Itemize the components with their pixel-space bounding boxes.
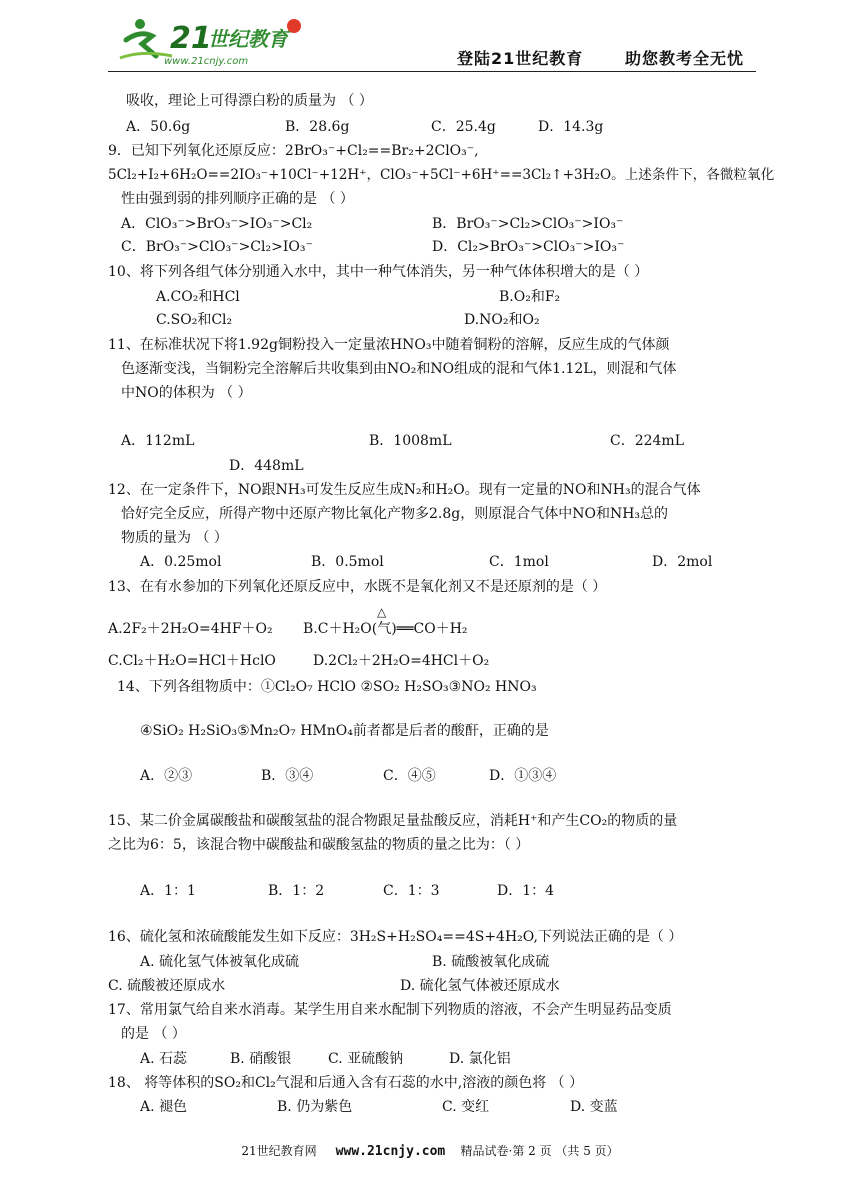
q9-stem-line3: 性由强到弱的排列顺序正确的是 （ ） [121,191,354,207]
svg-text:世纪教育: 世纪教育 [208,27,288,51]
q18-option-c: C. 变红 [442,1099,490,1115]
q11-option-d: D．448mL [229,458,304,474]
q14-stem-line1: 14、下列各组物质中：①Cl₂O₇ HClO ②SO₂ H₂SO₃③NO₂ HNO₃ [117,679,537,695]
page-footer [0,1142,860,1159]
q12-stem-line3: 物质的量为 （ ） [121,530,228,546]
q18-stem: 18、 将等体积的SO₂和Cl₂气混和后通入含有石蕊的水中,溶液的颜色将 （ ） [108,1075,584,1091]
q15-option-c: C．1：3 [383,883,440,899]
q13-option-d: D.2Cl₂＋2H₂O=4HCl＋O₂ [313,653,490,669]
header-slogan-right: 助您教考全无忧 [625,49,745,68]
q9-stem-line2: 5Cl₂+I₂+6H₂O==2IO₃⁻+10Cl⁻+12H⁺，ClO₃⁻+5Cl⁻+6H⁺==3Cl₂↑+3H₂O。上述条件下，各微粒氧化 [108,167,775,183]
q13-option-b: B.C＋H₂O(气)══CO＋H₂ [303,621,468,637]
q18-option-d: D. 变蓝 [570,1099,618,1115]
q9-option-b: B．BrO₃⁻>Cl₂>ClO₃⁻>IO₃⁻ [432,216,624,232]
q16-stem: 16、硫化氢和浓硫酸能发生如下反应：3H₂S+H₂SO₄==4S+4H₂O,下列说法正确的是（ ） [108,929,683,945]
q12-option-b: B．0.5mol [311,554,384,570]
q17-option-b: B. 硝酸银 [230,1051,292,1067]
q17-option-c: C. 亚硫酸钠 [328,1051,404,1067]
q17-stem-line2: 的是 （ ） [121,1026,186,1042]
q8-option-a: A．50.6g [126,119,191,135]
q8-option-d: D．14.3g [538,119,604,135]
q13-option-a: A.2F₂＋2H₂O=4HF＋O₂ [108,621,273,637]
q12-stem-line2: 恰好完全反应，所得产物中还原产物比氧化产物多2.8g，则原混合气体中NO和NH₃总的 [121,506,669,522]
footer-site-name: 21世纪教育网 [241,1144,317,1158]
q10-stem: 10、将下列各组气体分别通入水中，其中一种气体消失，另一种气体体积增大的是（ ） [108,264,649,280]
q15-option-d: D．1：4 [497,883,555,899]
q10-option-d: D.NO₂和O₂ [464,312,540,328]
q8-stem: 吸收，理论上可得漂白粉的质量为 （ ） [126,93,373,109]
q14-stem-line2: ④SiO₂ H₂SiO₃⑤Mn₂O₇ HMnO₄前者都是后者的酸酐，正确的是 [140,723,549,739]
q13-option-c: C.Cl₂＋H₂O=HCl＋HclO [108,653,276,669]
q12-option-d: D．2mol [652,554,713,570]
q16-option-d: D. 硫化氢气体被还原成水 [400,978,560,994]
q9-stem-line1: 9．已知下列氧化还原反应：2BrO₃⁻+Cl₂==Br₂+2ClO₃⁻, [108,143,479,159]
q11-stem-line1: 11、在标准状况下将1.92g铜粉投入一定量浓HNO₃中随着铜粉的溶解，反应生成的气体颜 [108,337,670,353]
q18-option-a: A. 褪色 [140,1099,188,1115]
svg-text:21: 21 [170,21,212,56]
header-divider [108,71,756,72]
q11-stem-line3: 中NO的体积为 （ ） [121,385,252,401]
footer-page-info: 精品试卷·第 2 页 （共 5 页） [460,1144,619,1158]
svg-text:www.21cnjy.com: www.21cnjy.com [164,56,249,67]
q14-option-d: D．①③④ [489,768,557,784]
header-slogan-left: 登陆21世纪教育 [457,49,584,68]
q17-option-d: D. 氯化铝 [449,1051,511,1067]
q11-stem-line2: 色逐渐变浅，当铜粉完全溶解后共收集到由NO₂和NO组成的混和气体1.12L，则混和气体 [121,361,677,377]
q15-stem-line1: 15、某二价金属碳酸盐和碳酸氢盐的混合物跟足量盐酸反应，消耗H⁺和产生CO₂的物质的量 [108,813,678,829]
q14-option-b: B．③④ [261,768,314,784]
q17-option-a: A. 石蕊 [140,1051,188,1067]
q12-option-c: C．1mol [489,554,549,570]
q16-option-a: A. 硫化氢气体被氧化成硫 [140,954,300,970]
q9-option-a: A．ClO₃⁻>BrO₃⁻>IO₃⁻>Cl₂ [121,216,313,232]
footer-url[interactable]: www.21cnjy.com [335,1144,446,1159]
q8-option-b: B．28.6g [285,119,350,135]
q9-option-d: D．Cl₂>BrO₃⁻>ClO₃⁻>IO₃⁻ [432,239,625,255]
q9-option-c: C．BrO₃⁻>ClO₃⁻>Cl₂>IO₃⁻ [121,239,313,255]
q11-option-b: B．1008mL [369,433,452,449]
q12-option-a: A．0.25mol [140,554,222,570]
q10-option-a: A.CO₂和HCl [156,289,240,305]
q18-option-b: B. 仍为紫色 [277,1099,353,1115]
q10-option-b: B.O₂和F₂ [499,289,561,305]
q13-heat-symbol: △ [377,605,387,619]
q10-option-c: C.SO₂和Cl₂ [156,312,233,328]
q8-option-c: C．25.4g [431,119,496,135]
q16-option-c: C. 硫酸被还原成水 [108,978,226,994]
q15-option-a: A．1：1 [140,883,196,899]
q16-option-b: B. 硫酸被氧化成硫 [432,954,550,970]
q11-option-a: A．112mL [121,433,195,449]
q17-stem-line1: 17、常用氯气给自来水消毒。某学生用自来水配制下列物质的溶液，不会产生明显药品变质 [108,1002,672,1018]
q15-stem-line2: 之比为6：5，该混合物中碳酸盐和碳酸氢盐的物质的量之比为：（ ） [108,837,530,853]
q14-option-a: A．②③ [140,768,193,784]
runner-icon [120,19,172,58]
q11-option-c: C．224mL [610,433,685,449]
q15-option-b: B．1：2 [268,883,325,899]
q14-option-c: C．④⑤ [383,768,436,784]
q12-stem-line1: 12、在一定条件下，NO跟NH₃可发生反应生成N₂和H₂O。现有一定量的NO和NH₃的混合气体 [108,482,701,498]
q13-stem: 13、在有水参加的下列氧化还原反应中，水既不是氧化剂又不是还原剂的是（ ） [108,579,607,595]
site-logo [112,10,312,70]
